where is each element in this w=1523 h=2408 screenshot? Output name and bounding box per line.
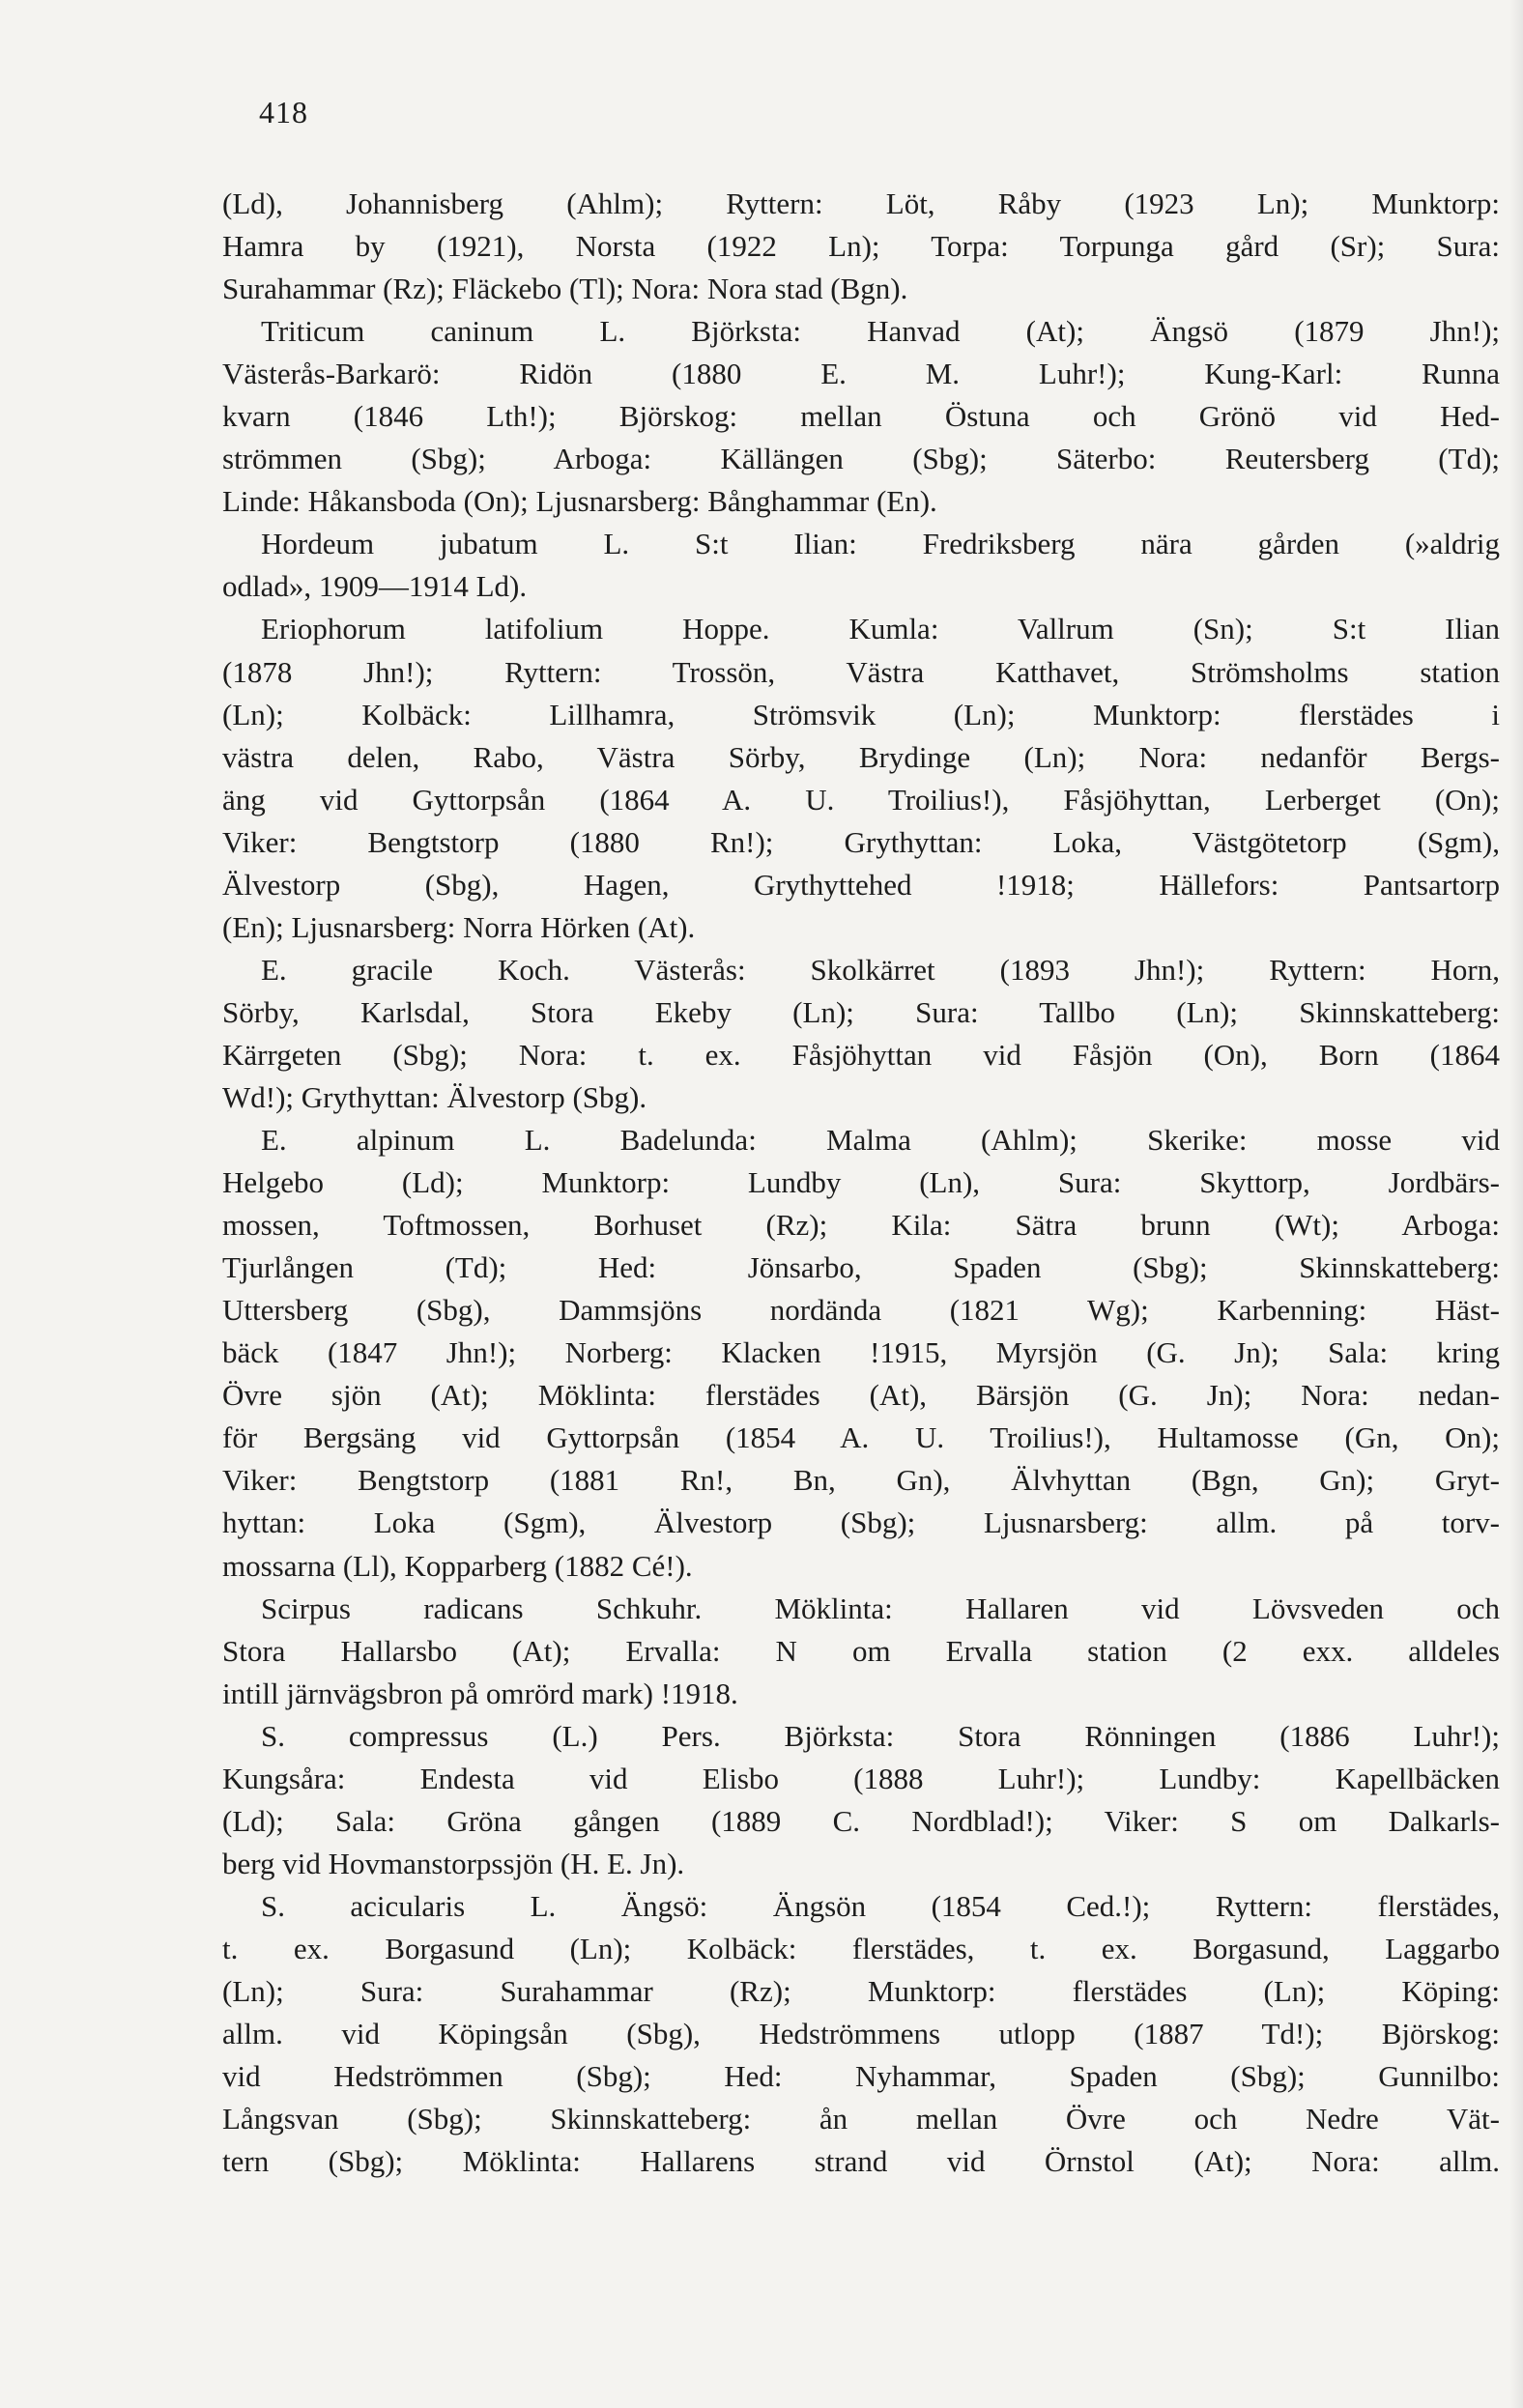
text-line: Stora Hallarsbo (At); Ervalla: N om Ervalla station (2 exx. alldeles (222, 1633, 1500, 1668)
text-line: strömmen (Sbg); Arboga: Källängen (Sbg); Säterbo: Reutersberg (Td); (222, 442, 1500, 476)
text-line: Viker: Bengtstorp (1880 Rn!); Grythyttan: Loka, Västgötetorp (Sgm), (222, 824, 1500, 859)
text-line: Långsvan (Sbg); Skinnskatteberg: ån mellan Övre och Nedre Vät- (222, 2102, 1500, 2136)
text-line: Kärrgeten (Sbg); Nora: t. ex. Fåsjöhyttan vid Fåsjön (On), Born (1864 (222, 1037, 1500, 1072)
text-line: (En); Ljusnarsberg: Norra Hörken (At). (222, 909, 696, 944)
text-line: mossen, Toftmossen, Borhuset (Rz); Kila: Sätra brunn (Wt); Arboga: (222, 1208, 1500, 1243)
text-line: Västerås-Barkarö: Ridön (1880 E. M. Luhr!); Kung-Karl: Runna (222, 357, 1500, 391)
text-line: för Bergsäng vid Gyttorpsån (1854 A. U. Troilius!), Hultamosse (Gn, On); (222, 1420, 1500, 1455)
body-text (222, 183, 1500, 2183)
text-line: hyttan: Loka (Sgm), Älvestorp (Sbg); Ljusnarsberg: allm. på torv- (222, 1505, 1500, 1540)
page-number: 418 (259, 95, 308, 129)
text-line: (1878 Jhn!); Ryttern: Trossön, Västra Katthavet, Strömsholms station (222, 654, 1500, 689)
text-line: Triticum caninum L. Björksta: Hanvad (At); Ängsö (1879 Jhn!); (261, 314, 1500, 349)
text-line: Eriophorum latifolium Hoppe. Kumla: Vallrum (Sn); S:t Ilian (261, 612, 1500, 646)
page-edge-shadow (1509, 0, 1523, 2408)
text-line: E. alpinum L. Badelunda: Malma (Ahlm); Skerike: mosse vid (261, 1123, 1500, 1158)
text-line: Scirpus radicans Schkuhr. Möklinta: Hallaren vid Lövsveden och (261, 1591, 1500, 1625)
text-line: allm. vid Köpingsån (Sbg), Hedströmmens utlopp (1887 Td!); Björskog: (222, 2017, 1500, 2051)
text-line: Helgebo (Ld); Munktorp: Lundby (Ln), Sura: Skyttorp, Jordbärs- (222, 1165, 1500, 1200)
text-line: bäck (1847 Jhn!); Norberg: Klacken !1915, Myrsjön (G. Jn); Sala: kring (222, 1335, 1500, 1370)
text-line: E. gracile Koch. Västerås: Skolkärret (1893 Jhn!); Ryttern: Horn, (261, 952, 1500, 987)
text-line: intill järnvägsbron på omrörd mark) !1918. (222, 1676, 738, 1710)
text-line: Wd!); Grythyttan: Älvestorp (Sbg). (222, 1079, 647, 1114)
text-line: Viker: Bengtstorp (1881 Rn!, Bn, Gn), Älvhyttan (Bgn, Gn); Gryt- (222, 1463, 1500, 1498)
text-line: Linde: Håkansboda (On); Ljusnarsberg: Bånghammar (En). (222, 484, 937, 519)
text-line: Hamra by (1921), Norsta (1922 Ln); Torpa: Torpunga gård (Sr); Sura: (222, 229, 1500, 264)
text-line: odlad», 1909—1914 Ld). (222, 569, 528, 604)
text-line: Surahammar (Rz); Fläckebo (Tl); Nora: Nora stad (Bgn). (222, 272, 908, 306)
text-line: Sörby, Karlsdal, Stora Ekeby (Ln); Sura: Tallbo (Ln); Skinnskatteberg: (222, 994, 1500, 1029)
text-line: Tjurlången (Td); Hed: Jönsarbo, Spaden (Sbg); Skinnskatteberg: (222, 1250, 1500, 1285)
text-line: kvarn (1846 Lth!); Björskog: mellan Östuna och Grönö vid Hed- (222, 399, 1500, 434)
text-line: västra delen, Rabo, Västra Sörby, Brydinge (Ln); Nora: nedanför Bergs- (222, 739, 1500, 774)
text-line: t. ex. Borgasund (Ln); Kolbäck: flerstädes, t. ex. Borgasund, Laggarbo (222, 1931, 1500, 1965)
text-line: mossarna (Ll), Kopparberg (1882 Cé!). (222, 1548, 693, 1583)
text-line: äng vid Gyttorpsån (1864 A. U. Troilius!), Fåsjöhyttan, Lerberget (On); (222, 782, 1500, 817)
text-line: S. compressus (L.) Pers. Björksta: Stora Rönningen (1886 Luhr!); (261, 1718, 1500, 1753)
text-line: (Ln); Sura: Surahammar (Rz); Munktorp: flerstädes (Ln); Köping: (222, 1973, 1500, 2008)
text-line: S. acicularis L. Ängsö: Ängsön (1854 Ced.!); Ryttern: flerstädes, (261, 1888, 1500, 1923)
text-line: vid Hedströmmen (Sbg); Hed: Nyhammar, Spaden (Sbg); Gunnilbo: (222, 2059, 1500, 2094)
text-line: Älvestorp (Sbg), Hagen, Grythyttehed !1918; Hällefors: Pantsartorp (222, 867, 1500, 902)
text-line: Hordeum jubatum L. S:t Ilian: Fredriksberg nära gården (»aldrig (261, 527, 1500, 561)
text-line: (Ld), Johannisberg (Ahlm); Ryttern: Löt, Råby (1923 Ln); Munktorp: (222, 186, 1500, 220)
text-line: tern (Sbg); Möklinta: Hallarens strand vid Örnstol (At); Nora: allm. (222, 2144, 1500, 2179)
text-line: berg vid Hovmanstorpssjön (H. E. Jn). (222, 1846, 685, 1880)
text-line: (Ln); Kolbäck: Lillhamra, Strömsvik (Ln); Munktorp: flerstädes i (222, 697, 1500, 731)
text-line: Uttersberg (Sbg), Dammsjöns nordända (1821 Wg); Karbenning: Häst- (222, 1293, 1500, 1328)
text-line: Kungsåra: Endesta vid Elisbo (1888 Luhr!); Lundby: Kapellbäcken (222, 1761, 1500, 1795)
text-line: (Ld); Sala: Gröna gången (1889 C. Nordblad!); Viker: S om Dalkarls- (222, 1803, 1500, 1838)
text-line: Övre sjön (At); Möklinta: flerstädes (At), Bärsjön (G. Jn); Nora: nedan- (222, 1378, 1500, 1413)
